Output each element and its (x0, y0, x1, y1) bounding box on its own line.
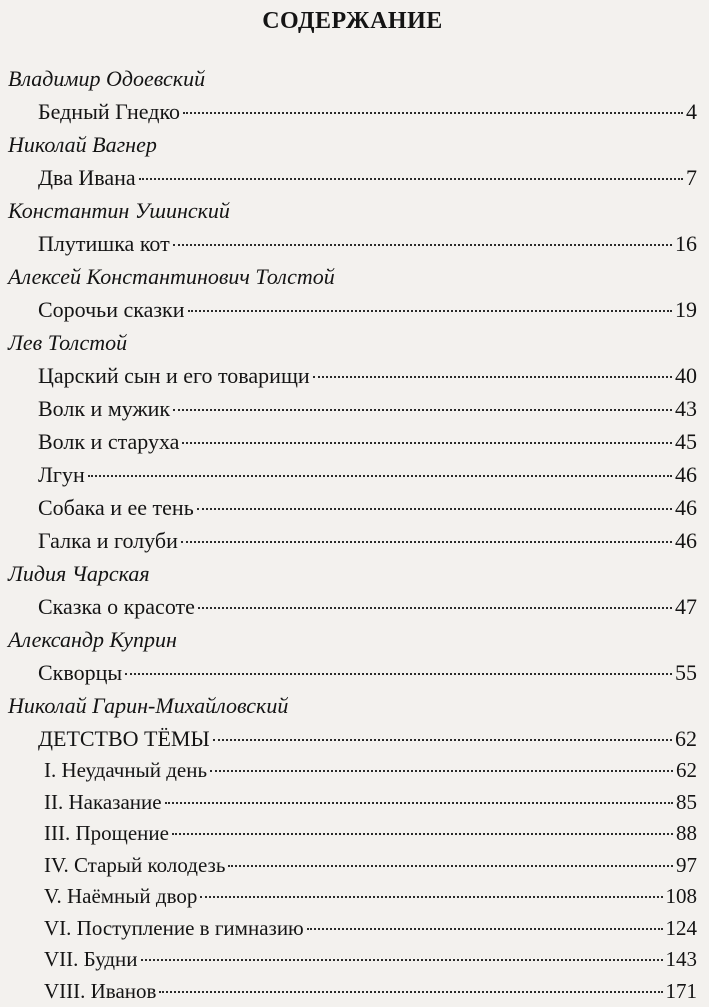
author-name: Александр Куприн (8, 623, 697, 656)
page-number: 47 (675, 590, 697, 623)
page-number: 62 (675, 722, 697, 755)
page-number: 40 (675, 359, 697, 392)
page-number: 171 (666, 976, 698, 1007)
entry-title: II. Наказание (44, 787, 162, 819)
author-name: Николай Гарин-Михайловский (8, 689, 697, 722)
entry-title: Волк и старуха (38, 425, 179, 458)
author-name: Николай Вагнер (8, 128, 697, 161)
toc-entry (38, 227, 697, 260)
toc-entry (38, 425, 697, 458)
dot-leader (173, 409, 672, 411)
entry-title: Два Ивана (38, 161, 136, 194)
entry-title: Бедный Гнедко (38, 95, 180, 128)
toc-subentry (44, 818, 697, 850)
page-number: 85 (676, 787, 697, 819)
author-name: Лев Толстой (8, 326, 697, 359)
toc-entry (38, 491, 697, 524)
entry-title: V. Наёмный двор (44, 881, 197, 913)
toc-entry (38, 95, 697, 128)
page-number: 62 (676, 755, 697, 787)
toc-subentry (44, 944, 697, 976)
dot-leader (181, 541, 672, 543)
dot-leader (172, 833, 673, 835)
toc-subentry (44, 787, 697, 819)
entry-title: III. Прощение (44, 818, 169, 850)
toc-entry (38, 458, 697, 491)
toc-entry (38, 392, 697, 425)
entry-title: Сказка о красоте (38, 590, 195, 623)
toc-subentry (44, 850, 697, 882)
toc-entry (38, 293, 697, 326)
toc-subentry (44, 976, 697, 1007)
dot-leader (139, 178, 683, 180)
table-of-contents (8, 62, 697, 1007)
entry-title: VI. Поступление в гимназию (44, 913, 304, 945)
dot-leader (200, 896, 662, 898)
toc-subentry (44, 755, 697, 787)
page-number: 88 (676, 818, 697, 850)
entry-title: Скворцы (38, 656, 122, 689)
dot-leader (188, 310, 672, 312)
dot-leader (141, 959, 663, 961)
entry-title: Собака и ее тень (38, 491, 194, 524)
page-title: СОДЕРЖАНИЕ (8, 4, 697, 38)
page-number: 124 (666, 913, 698, 945)
dot-leader (228, 865, 673, 867)
toc-entry (38, 722, 697, 755)
toc-subentry (44, 881, 697, 913)
dot-leader (183, 112, 683, 114)
dot-leader (197, 508, 672, 510)
entry-title: IV. Старый колодезь (44, 850, 225, 882)
entry-title: Лгун (38, 458, 85, 491)
toc-entry (38, 161, 697, 194)
toc-subentry (44, 913, 697, 945)
page-number: 19 (675, 293, 697, 326)
dot-leader (307, 928, 663, 930)
entry-title: VIII. Иванов (44, 976, 156, 1007)
page-number: 45 (675, 425, 697, 458)
entry-title: Сорочьи сказки (38, 293, 185, 326)
toc-entry (38, 590, 697, 623)
page-number: 4 (686, 95, 697, 128)
page-number: 46 (675, 458, 697, 491)
dot-leader (173, 244, 672, 246)
entry-title: VII. Будни (44, 944, 138, 976)
page-number: 143 (666, 944, 698, 976)
dot-leader (125, 673, 672, 675)
author-name: Лидия Чарская (8, 557, 697, 590)
dot-leader (165, 802, 673, 804)
dot-leader (198, 607, 672, 609)
dot-leader (210, 770, 673, 772)
author-name: Владимир Одоевский (8, 62, 697, 95)
dot-leader (213, 739, 672, 741)
entry-title: Волк и мужик (38, 392, 170, 425)
author-name: Алексей Константинович Толстой (8, 260, 697, 293)
dot-leader (159, 991, 662, 993)
page-number: 43 (675, 392, 697, 425)
entry-title: Плутишка кот (38, 227, 170, 260)
author-name: Константин Ушинский (8, 194, 697, 227)
page-number: 7 (686, 161, 697, 194)
entry-title: ДЕТСТВО ТЁМЫ (38, 722, 210, 755)
entry-title: I. Неудачный день (44, 755, 207, 787)
page-number: 16 (675, 227, 697, 260)
dot-leader (88, 475, 672, 477)
toc-entry (38, 524, 697, 557)
page-number: 97 (676, 850, 697, 882)
page-number: 46 (675, 491, 697, 524)
dot-leader (182, 442, 672, 444)
page-number: 55 (675, 656, 697, 689)
toc-entry (38, 359, 697, 392)
dot-leader (313, 376, 672, 378)
toc-entry (38, 656, 697, 689)
entry-title: Царский сын и его товарищи (38, 359, 310, 392)
page-number: 46 (675, 524, 697, 557)
entry-title: Галка и голуби (38, 524, 178, 557)
page-number: 108 (666, 881, 698, 913)
